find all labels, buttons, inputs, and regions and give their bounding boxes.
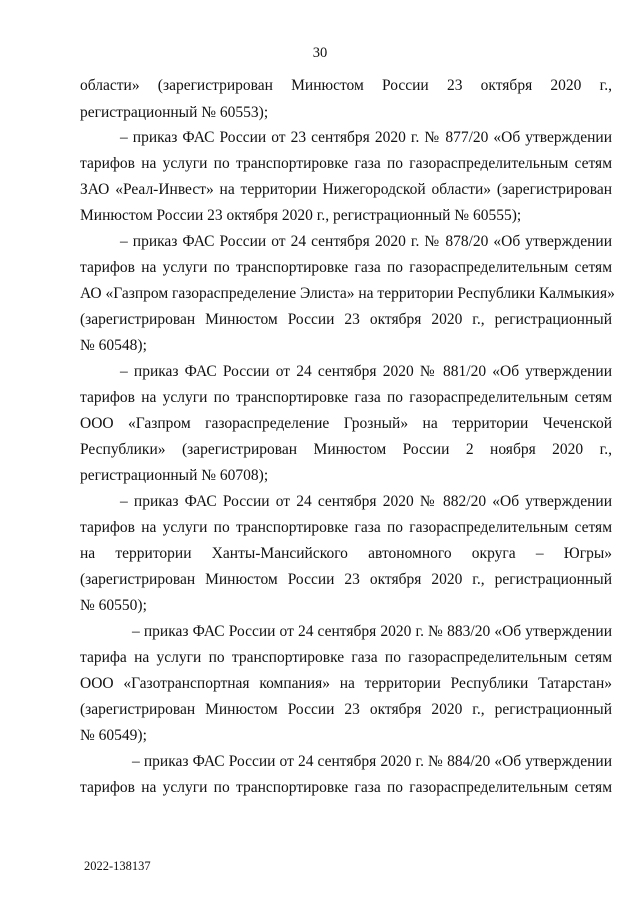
text-line: тарифа на услуги по транспортировке газа по газораспределительным сетям: [80, 649, 612, 666]
text-line: тарифов на услуги по транспортировке газа по газораспределительным сетям: [80, 779, 612, 796]
text-line: (зарегистрирован Минюстом России 23 октября 2020 г., регистрационный: [80, 701, 612, 718]
list-item-lead-line: – приказ ФАС России от 24 сентября 2020 № 881/20 «Об утверждении: [120, 363, 612, 380]
text-line: тарифов на услуги по транспортировке газа по газораспределительным сетям: [80, 389, 612, 406]
text-line: Республики» (зарегистрирован Минюстом России 2 ноября 2020 г.,: [80, 441, 612, 458]
text-line: тарифов на услуги по транспортировке газа по газораспределительным сетям: [80, 259, 612, 276]
text-line: тарифов на услуги по транспортировке газа по газораспределительным сетям: [80, 519, 612, 536]
list-item-lead-line: – приказ ФАС России от 24 сентября 2020 г. № 878/20 «Об утверждении: [120, 233, 612, 250]
text-line: № 60550);: [80, 597, 147, 614]
text-line: регистрационный № 60708);: [80, 467, 269, 484]
text-line: ЗАО «Реал-Инвест» на территории Нижегородской области» (зарегистрирован: [80, 181, 612, 198]
text-line: ООО «Газпром газораспределение Грозный» на территории Чеченской: [80, 415, 612, 432]
page-number: 30: [312, 45, 328, 61]
text-line: регистрационный № 60553);: [80, 104, 269, 121]
text-line: № 60548);: [80, 337, 147, 354]
document-code: 2022-138137: [84, 859, 151, 873]
text-line: ООО «Газотранспортная компания» на территории Республики Татарстан»: [80, 675, 612, 692]
list-item-lead-line: – приказ ФАС России от 24 сентября 2020 г. № 883/20 «Об утверждении: [132, 623, 612, 640]
text-line: области» (зарегистрирован Минюстом России 23 октября 2020 г.,: [80, 77, 612, 94]
list-item-lead-line: – приказ ФАС России от 23 сентября 2020 г. № 877/20 «Об утверждении: [120, 129, 612, 146]
text-line: № 60549);: [80, 727, 147, 744]
text-line: тарифов на услуги по транспортировке газа по газораспределительным сетям: [80, 155, 612, 172]
text-line: (зарегистрирован Минюстом России 23 октября 2020 г., регистрационный: [80, 571, 612, 588]
text-line: АО «Газпром газораспределение Элиста» на территории Республики Калмыкия»: [80, 285, 615, 302]
list-item-lead-line: – приказ ФАС России от 24 сентября 2020 № 882/20 «Об утверждении: [120, 493, 612, 510]
text-line: (зарегистрирован Минюстом России 23 октября 2020 г., регистрационный: [80, 311, 612, 328]
list-item-lead-line: – приказ ФАС России от 24 сентября 2020 г. № 884/20 «Об утверждении: [132, 753, 612, 770]
text-line: на территории Ханты-Мансийского автономного округа – Югры»: [80, 545, 612, 562]
text-line: Минюстом России 23 октября 2020 г., регистрационный № 60555);: [80, 207, 522, 224]
